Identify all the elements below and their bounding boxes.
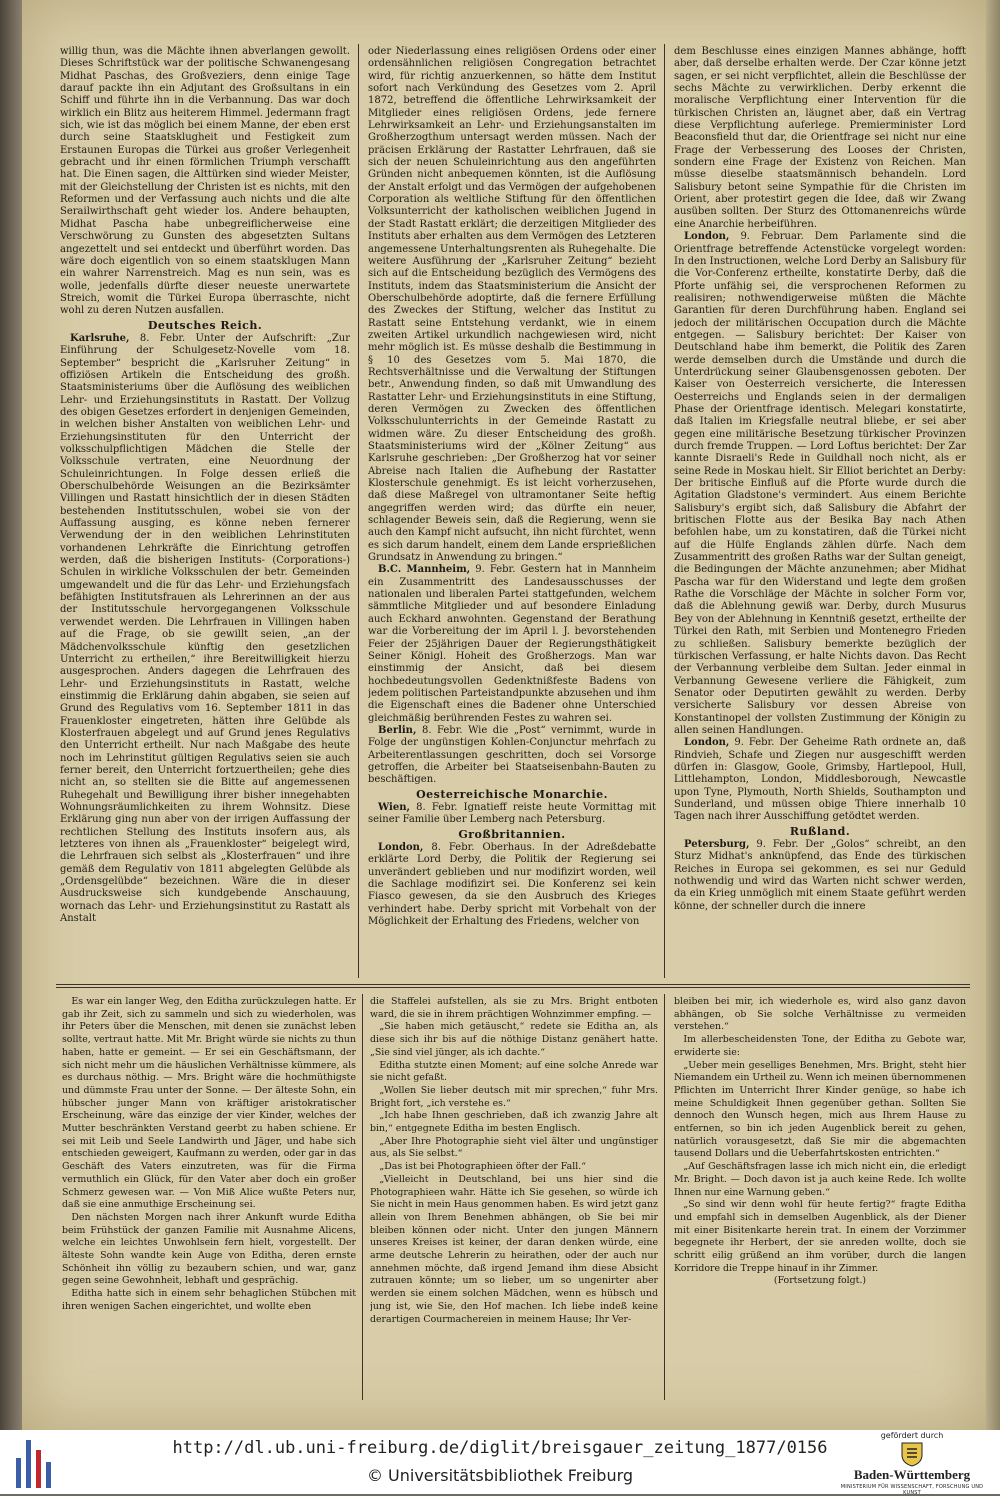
column-2 <box>368 46 656 976</box>
article-text: 9. Febr. Gestern hat in Mannheim ein Zusammentritt des Landesausschusses der nationalen und liberalen Partei stattgefunden, welchem sämmtliche Mitglieder und auf besondere Einladung auch Eckhard anwohnten. Gegenstand der Berathung war die Vorbereitung der im April l. J. bevorstehenden Feier der 25jährigen Dauer der Regierungsthätigkeit Seiner Königl. Hoheit des Großherzogs. Man war einstimmig der Ansicht, daß bei diesem hochbedeutungsvollen Gedenktnißfeste Badens von jedem politischen Parteistandpunkte abzusehen und ihm die Eigenschaft eines die Badener ohne Unterschied gleichmäßig berührenden Festes zu wahren sei. <box>368 564 656 724</box>
article-text: 8. Febr. Oberhaus. In der Adreßdebatte erklärte Lord Derby, die Politik der Regierung sei unverändert geblieben und nur modifizirt worden, weil die Sachlage modifizirt sei. Die Konferenz sei kein Fiasco gewesen, da sie den Ausbruch des Krieges verhindert habe. Derby spricht mit Vorbehalt von der Möglichkeit der Erhaltung des Friedens, welcher von <box>368 842 656 928</box>
article-text: 8. Febr. Wie die „Post“ vernimmt, wurde in Folge der ungünstigen Kohlen-Conjunctur mehrfach zu Arbeiterentlassungen geschritten, doch sei Vorsorge getroffen, die Arbeiter bei Staatseisenbahn-Bauten zu beschäftigen. <box>368 724 656 786</box>
newspaper-page <box>22 0 986 1430</box>
page-url-link[interactable]: http://dl.ub.uni-freiburg.de/diglit/breisgauer_zeitung_1877/0156 <box>172 1438 828 1458</box>
article-text: 9. Februar. Dem Parlamente sind die Orientfrage betreffende Actenstücke vorgelegt worden: In den Instructionen, welche Lord Derby an Salisbury für die Vor-Conferenz ertheilte, konstatirte Derby, daß die Pforte unfähig sei, die versprochenen Reformen zu realisiren; nothwendigerweise müßten die Mächte Garantien für deren Durchführung haben. England sei jedoch der militärischen Occupation durch die Mächte entgegen. — Salisbury berichtet: Der Kaiser von Deutschland habe ihm bemerkt, die Politik des Zaren werde demselben durch die Umstände und durch die Unterdrückung seiner Glaubensgenossen geboten. Der Kaiser von Oesterreich versicherte, die Interessen Oesterreichs und Englands seien in der dermaligen Phase der Orientfrage identisch. Melegari konstatirte, daß Italien im Kriegsfalle neutral bliebe, er sei aber gegen eine militärische Besetzung türkischer Provinzen durch fremde Truppen. — Lord Loftus berichtet: Der Zar kannte Disraeli's Rede in Guildhall noch nicht, als er seine Rede in Moskau hielt. Sir Elliot berichtet an Derby: Der britische Einfluß auf die Pforte wurde durch die Agitation Gladstone's vermindert. Aus einem Berichte Salisbury's ergibt sich, daß Salisbury die Abfahrt der britischen Flotte aus der Besika Bay nach Athen befohlen habe, um zu konstatiren, daß die Türkei nicht auf die Hülfe Englands zählen dürfe. Nach dem Zusammentritt des großen Raths war der Sultan geneigt, die Bedingungen der Mächte anzunehmen; aber Midhat Pascha war für den Widerstand und legte dem großen Rathe die Vorschläge der Mächte in solcher Form vor, daß die Ablehnung gewiß war. Derby, durch Musurus Bey von der Ablehnung in Kenntniß gesetzt, ertheilte der Türkei den Rath, mit Serbien und Montenegro Frieden zu schließen. Salisbury bemerkte bezüglich der türkischen Verfassung, er halte Nichts davon. Das Recht der Verbannung verbleibe dem Sultan. Jeder einmal in Verbannung Gewesene verliere die Fähigkeit, zum Senator oder Deputirten gewählt zu werden. Derby versicherte Salisbury vor dessen Abreise von Konstantinopel der vollsten Zustimmung der Königin zu allen seinen Handlungen. <box>674 231 966 736</box>
page-edge <box>986 0 1000 1430</box>
article-berlin <box>368 725 656 787</box>
sponsor-name: Baden-Württemberg <box>853 1467 971 1482</box>
dateline: Petersburg, <box>684 839 750 850</box>
feuilleton-column-3 <box>674 996 966 1416</box>
article-london-parlament <box>674 231 966 737</box>
feuilleton-paragraph: „Wollen Sie lieber deutsch mit mir sprechen,“ fuhr Mrs. Bright fort, „ich verstehe es.“ <box>370 1084 658 1109</box>
state-coat-of-arms-icon <box>898 1441 926 1467</box>
feuilleton-paragraph: Im allerbescheidensten Tone, der Editha zu Gebote war, erwiderte sie: <box>674 1034 966 1058</box>
dateline: Wien, <box>378 801 410 813</box>
column-1 <box>60 46 350 976</box>
feuilleton-paragraph: „Ueber mein geselliges Benehmen, Mrs. Bright, steht hier Niemandem ein Urtheil zu. Wenn ich meinen übernommenen Pflichten im Unterricht Ihrer Kinder genüge, so habe ich meine Schuldigkeit Ihnen gegenüber gethan. Sollten Sie dennoch den Wunsch hegen, mich aus Ihrem Hause zu entfernen, so bin ich jeden Augenblick bereit zu gehen, natürlich vorausgesetzt, daß Sie mir die abgemachten tausend Dollars und die Ueberfahrtskosten entrichten.“ <box>674 1059 966 1160</box>
dateline: London, <box>684 737 730 749</box>
article-text: 9. Febr. Der Geheime Rath ordnete an, daß Rindvieh, Schafe und Ziegen nur ausgeschifft werden dürfen in: Glasgow, Goole, Grimsby, Hartlepool, Hull, Littlehampton, London, Middlesborough, Newcastle upon Tyne, Plymouth, North Shields, Southampton und Sunderland, und müssen obige Thiere innerhalb 10 Tagen nach ihrer Ausschiffung getödtet werden. <box>674 737 966 823</box>
dateline: London, <box>378 842 424 853</box>
column-rule <box>664 44 665 978</box>
article-petersburg <box>674 839 966 913</box>
feuilleton-paragraph: „So sind wir denn wohl für heute fertig?“ fragte Editha und empfahl sich in demselben Augenblick, als der Diener mit einer Bisitenkarte herein trat. In einem der Vorzimmer begegnete ihr Herbert, der sie anreden wollte, doch sie schritt eilig grüßend an ihm vorüber, durch die langen Korridore die Treppe hinauf in ihr Zimmer. <box>674 1199 966 1274</box>
dateline: B.C. Mannheim, <box>378 564 471 576</box>
feuilleton-paragraph: Editha stutzte einen Moment; auf eine solche Anrede war sie nicht gefaßt. <box>370 1059 658 1084</box>
book-spine <box>0 0 22 1430</box>
feuilleton-paragraph: die Staffelei aufstellen, als sie zu Mrs. Bright entboten ward, die sie in ihrem prächtigen Wohnzimmer empfing. — <box>370 996 658 1020</box>
feuilleton-paragraph: „Auf Geschäftsfragen lasse ich mich nicht ein, die erledigt Mr. Bright. — Doch davon ist ja auch keine Rede. Ich wollte Ihnen nur eine Warnung geben.“ <box>674 1161 966 1198</box>
column-rule <box>358 44 359 978</box>
article-wien <box>368 802 656 827</box>
section-heading-grossbritannien: Großbritannien. <box>458 827 566 841</box>
section-heading-oesterreich: Oesterreichische Monarchie. <box>416 787 608 801</box>
feuilleton-column-1 <box>62 996 356 1416</box>
column-rule <box>664 994 665 1400</box>
column-3-paragraph: dem Beschlusse eines einzigen Mannes abhänge, hofft aber, daß derselbe erhalten werde. Der Czar könne jetzt sagen, er sei nicht verpflichtet, allein die Beschlüsse der sechs Mächte zu verwirklichen. Derby erkennt die moralische Verpflichtung einer Intervention für die türkischen Christen an, läugnet aber, daß ein Vertrag diese Verpflichtung auferlege. Premierminister Lord Beaconsfield thut dar, die Orientfrage sei nicht nur eine Frage der Verbesserung des Looses der Christen, sondern eine Frage der Existenz von Reichen. Man müsse dieselbe staatsmännisch behandeln. Lord Salisbury betont seine Sympathie für die Christen im Orient, aber protestirt gegen die Idee, daß wir Zwang ausüben sollten. Der Sturz des Ottomanenreichs würde eine Anarchie herbeiführen. <box>674 46 966 230</box>
column-2-paragraph: oder Niederlassung eines religiösen Ordens oder einer ordensähnlichen religiösen Congregation betrachtet wird, für richtig anzuerkennen, so hätte dem Institut sofort nach Verkündung des Gesetzes vom 2. April 1872, betreffend die öffentliche Lehrwirksamkeit der Mitglieder eines religiösen Ordens, jede fernere Lehrwirksamkeit an Lehr- und Erziehungsanstalten im Großherzogthum untersagt werden müssen. Nach der präcisen Erklärung der Rastatter Lehrfrauen, daß sie sich der neuen Schuleinrichtung aus den angeführten Gründen nicht anbequemen könnten, ist die Auflösung der Anstalt erfolgt und das Vermögen der aufgehobenen Corporation als weltliche Stiftung für den öffentlichen Volksunterricht der katholischen weiblichen Jugend in der Stadt Rastatt erklärt; die derzeitigen Mitglieder des Instituts aber erhalten aus dem Vermögen des Letzteren angemessene Unterhaltungsrenten als Ruhegehalte. Die weitere Ausführung der „Karlsruher Zeitung“ bezieht sich auf die Entscheidung bezüglich des Vermögens des Instituts, indem das Staatsministerium die Ansicht der Oberschulbehörde adoptirte, daß die fernere Erfüllung des Zweckes der Stiftung, welcher das Institut zu Rastatt seine Entstehung verdankt, wie in einem zweiten Artikel urkundlich nachgewiesen wird, nicht mehr möglich ist. Es müsse deshalb die Bestimmung in § 10 des Gesetzes vom 5. Mai 1870, die Rechtsverhältnisse und die Verwaltung der Stiftungen betr., Anwendung finden, so daß mit Umwandlung des Rastatter Lehr- und Erziehungsinstituts in eine Stiftung, deren Vermögen zu Zwecken des öffentlichen Volksschulunterrichts in der Gemeinde Rastatt zu widmen wäre. Zu dieser Entscheidung des großh. Staatsministeriums wird der „Kölner Zeitung“ aus Karlsruhe geschrieben: „Der Großherzog hat vor seiner Abreise nach Italien die Aufhebung der Rastatter Klosterschule genehmigt. Es ist leicht vorherzusehen, daß diese Maßregel von ultramontaner Seite heftig angegriffen werden wird; das dürfte ein neuer, schlagender Beweis sein, daß die Regierung, wenn sie auch den Kampf nicht aufsucht, ihn nicht fürchtet, wenn es sich darum handelt, einem dem Lande ersprießlichen Grundsatz in Anwendung zu bringen.“ <box>368 46 656 564</box>
article-karlsruhe <box>60 333 350 926</box>
sponsor-ministry: MINISTERIUM FÜR WISSENSCHAFT, FORSCHUNG UND KUNST <box>840 1484 984 1496</box>
dateline: Karlsruhe, <box>70 332 130 344</box>
dateline: London, <box>684 231 730 243</box>
article-text: 8. Febr. Ignatieff reiste heute Vormittag mit seiner Familie über Lemberg nach Petersburg. <box>368 801 656 826</box>
feuilleton-paragraph: „Ich habe Ihnen geschrieben, daß ich zwanzig Jahre alt bin,“ entgegnete Editha im besten Englisch. <box>370 1110 658 1135</box>
copyright-notice: © Universitätsbibliothek Freiburg <box>366 1466 634 1485</box>
feuilleton-paragraph: bleiben bei mir, ich wiederhole es, wird also ganz davon abhängen, ob Sie solche Verhältnisse zu vermeiden verstehen.“ <box>674 996 966 1033</box>
feuilleton-paragraph: Es war ein langer Weg, den Editha zurückzulegen hatte. Er gab ihr Zeit, sich zu sammeln und sich zu wiederholen, was ihr Peters über die Menschen, mit denen sie zunächst leben sollte, vertraut hatte. Mit Mr. Bright würde sie nichts zu thun haben, hatte er gemeint. — Er sei ein Geschäftsmann, der sich nicht mehr um die häuslichen Verhältnisse kümmere, als es durchaus nöthig. — Mrs. Bright wäre die hochmüthigste und dümmste Frau unter der Sonne. — Der älteste Sohn, ein hübscher junger Mann von kräftiger aristokratischer Erscheinung, wäre das einzige der vier Kinder, welches der Mutter beschränkten Verstand geerbt zu haben schiene. Er sei mit Leib und Seele Landwirth und Jäger, und habe sich entschieden geweigert, Kaufmann zu werden, oder gar in das Geschäft des Vaters einzutreten, was für die Firma vermuthlich ein Glück, für den Vater aber doch ein großer Schmerz gewesen war. — Von Miß Alice wußte Peters nur, daß sie eine anmuthige Erscheinung sei. <box>62 996 356 1211</box>
feuilleton-divider <box>56 984 970 985</box>
feuilleton-paragraph: Den nächsten Morgen nach ihrer Ankunft wurde Editha beim Frühstück der ganzen Familie mit Ausnahme Alicens, welche ein leichtes Unwohlsein fern hielt, vorgestellt. Der älteste Sohn wandte kein Auge von Editha, deren ernste Schönheit ihn völlig zu bezaubern schien, und war, ganz gegen seine Gewohnheit, lebhaft und gesprächig. <box>62 1211 356 1287</box>
feuilleton-paragraph: „Sie haben mich getäuscht,“ redete sie Editha an, als diese sich ihr bis auf die nöthige Distanz genähert hatte. „Sie sind viel jünger, als ich dachte.“ <box>370 1021 658 1058</box>
article-london-oberhaus <box>368 842 656 928</box>
feuilleton-paragraph: „Vielleicht in Deutschland, bei uns hier sind die Photographieen wahr. Hätte ich Sie gesehen, so würde ich Sie nicht in mein Haus genommen haben. Es wird jetzt ganz allein von Ihrem Benehmen abhängen, ob Sie bei mir bleiben können oder nicht. Unter den jungen Männern unseres Kreises ist keiner, der daran denken würde, eine arme deutsche Lehrerin zu heirathen, oder der auch nur annehmen möchte, daß irgend Jemand ihm diese Absicht zutrauen könnte; um so lieber, um so ungenirter aber werden sie einem solchen Mädchen, wenn es hübsch und jung ist, wie Sie, den Hof machen. Ich liebe indeß keine derartigen Courmachereien in meinem Hause; Ihr Ver- <box>370 1173 658 1325</box>
continuation-note: (Fortsetzung folgt.) <box>773 1275 867 1287</box>
section-heading-russland: Rußland. <box>789 824 851 838</box>
column-3 <box>674 46 966 976</box>
column-1-paragraph: willig thun, was die Mächte ihnen abverlangen gewollt. Dieses Schriftstück war der politische Schwanengesang Midhat Paschas, des Großveziers, denn einige Tage darauf packte ihn ein Adjutant des Großsultans in ein Schiff und führte ihn in die Verbannung. Das war doch wirklich ein Blitz aus heiterem Himmel. Jedermann fragt sich, wie ist das möglich bei einem Manne, der eben erst durch seine Staatsklugheit und Festigkeit zum Erstaunen Europas die Türkei aus großer Verlegenheit gebracht und ihr einen förmlichen Triumph verschafft hat. Die Einen sagen, die Alttürken sind wieder Meister, mit der Gleichstellung der Christen ist es nichts, mit den Reformen und der Verfassung auch nichts und die alte Serailwirthschaft geht wieder los. Andere behaupten, Midhat Pascha habe unbegreiflicherweise eine Verschwörung zu Gunsten des abgesetzten Sultans angezettelt und sei entdeckt und überführt worden. Das wäre doch eigentlich von so einem staatsklugen Mann ein wahrer Narrenstreich. Mag es nun sein, was es wolle, jedenfalls dürfte dieser neueste unerwartete Streich, womit die Türkei Europa überraschte, nicht wohl zu deren Nutzen ausfallen. <box>60 46 350 317</box>
article-london-rath <box>674 737 966 823</box>
feuilleton-paragraph: „Das ist bei Photographieen öfter der Fall.“ <box>379 1161 586 1173</box>
dateline: Berlin, <box>378 724 417 736</box>
feuilleton-column-2 <box>370 996 658 1416</box>
article-mannheim <box>368 564 656 724</box>
section-heading-deutsches-reich: Deutsches Reich. <box>147 318 263 332</box>
viewer-footer <box>0 1430 1000 1494</box>
article-text: 9. Febr. Der „Golos“ schreibt, an den Sturz Midhat's anknüpfend, das Ende des türkischen Reiches in Europa sei gekommen, es sei nur Geduld nothwendig und wird das Warten nicht schwer werden, da ein Krieg unmöglich mit einem Staate geführt werden könne, der schneller durch die innere <box>674 839 966 912</box>
feuilleton-divider <box>56 987 970 988</box>
feuilleton-paragraph: Editha hatte sich in einem sehr behaglichen Stübchen mit ihren wenigen Sachen eingerichtet, und wollte eben <box>62 1288 356 1312</box>
feuilleton-paragraph: „Aber Ihre Photographie sieht viel älter und ungünstiger aus, als Sie selbst.“ <box>370 1135 658 1160</box>
sponsor-caption: gefördert durch <box>880 1431 944 1440</box>
sponsor-badge <box>838 1431 986 1496</box>
column-rule <box>362 994 363 1400</box>
article-text: 8. Febr. Unter der Aufschrift: „Zur Einführung der Schulgesetz-Novelle vom 18. September“ bespricht die „Karlsruher Zeitung“ in offiziösen Artikeln die Entscheidung des großh. Staatsministeriums über die Auflösung des weiblichen Lehr- und Erziehungsinstituts in Rastatt. Der Vollzug des obigen Gesetzes erfordert in denjenigen Gemeinden, in welchen bisher Anstalten von weiblichen Lehr- und Erziehungsinstituten für den Unterricht der volksschulpflichtigen Mädchen die Stelle der Volksschule vertraten, eine Neuordnung der Schuleinrichtungen. In Folge dessen erließ die Oberschulbehörde Weisungen an die Bezirksämter Villingen und Rastatt hinsichtlich der in diesen Städten bestehenden Institutsschulen, wobei sie von der Auffassung ausging, es könne neben fernerer Verwendung der in den weiblichen Lehrinstituten vorhandenen Lehrkräfte die Einrichtung getroffen werden, daß die bisherigen Instituts- (Corporations-) Schulen in wirkliche Volksschulen der betr. Gemeinden umgewandelt und die für das Lehr- und Erziehungsfach befähigten Institutsfrauen als Lehrerinnen an der aus der Institutsschule hervorgegangenen Volksschule verwendet werden. Die Lehrfrauen in Villingen haben auf die Frage, ob sie gewillt seien, „an der Mädchenvolksschule künftig den gesetzlichen Unterricht zu ertheilen,“ ihre Bereitwilligkeit hierzu ausgesprochen. Anders dagegen die Lehrfrauen des Lehr- und Erziehungsinstituts in Rastatt, welche einstimmig die Erklärung dahin abgaben, sie seien auf Grund des Regulativs vom 16. September 1811 in das Frauenkloster eingetreten, hätten ihre Gelübde als Klosterfrauen abgelegt und auf Grund jenes Regulativs den Unterricht ertheilt. Nur nach Maßgabe des heute noch im Lehrinstitut gültigen Regulativs seien sie auch ferner bereit, den Unterricht fortzuertheilen; gehe dies nicht an, so stellten sie die Bitte auf angemessenen Ruhegehalt und Bewilligung ihrer bisher innegehabten Wohnungsräumlichkeiten zu ihrem Wohnsitz. Diese Erklärung ging nun aber von der irrigen Auffassung der rechtlichen Stellung des Instituts insofern aus, als letzteres von ihnen als „Frauenkloster“ beigelegt wird, die Lehrfrauen sich selbst als „Klosterfrauen“ und ihre gemäß dem Regulativ von 1811 abgelegten Gelübde als „Ordensgelübde“ bezeichnen. Wäre die in dieser Ausdrucksweise sich kundgebende Anschauung, wornach das Lehr- und Erziehungsinstitut zu Rastatt als Anstalt <box>60 332 350 925</box>
